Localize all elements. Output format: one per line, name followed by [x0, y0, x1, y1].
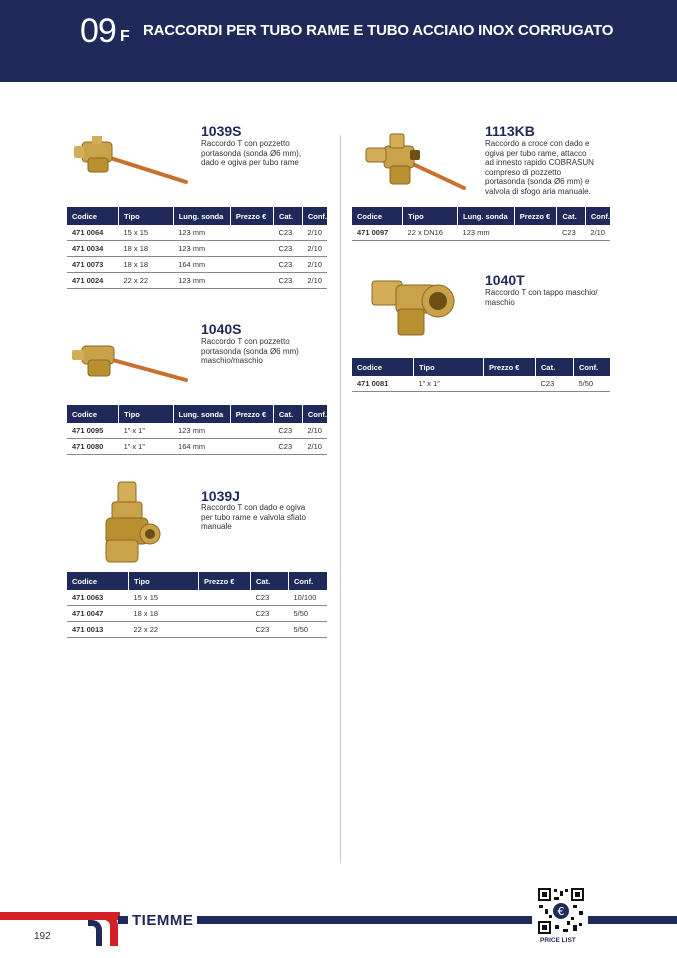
svg-text:€: €	[557, 905, 565, 918]
table-cell: 15 x 15	[119, 225, 174, 241]
column-header: Tipo	[119, 207, 174, 225]
table-cell: 2/10	[302, 423, 327, 439]
table-cell: 471 0081	[352, 376, 414, 392]
table-cell: 164 mm	[173, 257, 230, 273]
table-cell: 15 x 15	[129, 590, 199, 606]
table-row	[67, 273, 327, 289]
column-header: Prezzo €	[484, 358, 536, 376]
qr-code-icon[interactable]	[537, 887, 585, 935]
brand-logo: TIEMME	[128, 912, 197, 929]
column-header: Cat.	[557, 207, 585, 225]
product-image-1039j	[100, 480, 164, 566]
table-cell	[230, 273, 273, 289]
table-row	[67, 606, 327, 622]
column-header: Codice	[67, 405, 119, 423]
table-row	[352, 376, 610, 392]
price-table-1039j	[67, 572, 327, 638]
table-cell: C23	[273, 241, 302, 257]
table-cell	[199, 622, 251, 638]
product-code: 1113KB	[485, 123, 535, 139]
column-header: Tipo	[129, 572, 199, 590]
table-row	[352, 225, 610, 241]
table-cell: 1” x 1”	[414, 376, 484, 392]
column-header: Conf.	[585, 207, 610, 225]
table-cell: 1” x 1”	[119, 439, 173, 455]
column-header: Cat.	[273, 405, 302, 423]
table-cell	[199, 606, 251, 622]
table-cell	[230, 439, 273, 455]
table-row	[67, 257, 327, 273]
chapter-suffix: F	[120, 28, 130, 45]
footer-navy-curve	[88, 920, 102, 946]
column-header: Cat.	[251, 572, 289, 590]
column-header: Codice	[67, 207, 119, 225]
table-row	[67, 423, 327, 439]
column-header: Conf.	[302, 207, 327, 225]
column-header: Conf.	[302, 405, 327, 423]
column-divider	[340, 135, 341, 863]
table-cell: 2/10	[302, 257, 327, 273]
table-cell: C23	[251, 606, 289, 622]
table-cell: 164 mm	[173, 439, 230, 455]
product-image-1040s	[68, 340, 190, 390]
page-number: 192	[34, 931, 51, 942]
table-cell: 22 x 22	[129, 622, 199, 638]
column-header: Conf.	[574, 358, 611, 376]
product-code: 1040T	[485, 272, 525, 288]
product-description: Raccordo a croce con dado e ogiva per tubo rame, attacco ad innesto rapido COBRASUN compreso di pozzetto portasonda (sonda Ø6 mm) e valvola di sfogo aria manuale.	[485, 139, 594, 196]
product-code: 1040S	[201, 321, 242, 337]
product-description: Raccordo T con tappo maschio/ maschio	[485, 288, 598, 307]
product-image-1039s	[68, 130, 190, 190]
table-row	[67, 225, 327, 241]
page-title: RACCORDI PER TUBO RAME E TUBO ACCIAIO INOX CORRUGATO	[143, 22, 614, 39]
table-cell: 471 0097	[352, 225, 403, 241]
column-header: Cat.	[273, 207, 302, 225]
table-row	[67, 439, 327, 455]
footer-navy-stripe-right	[588, 916, 677, 924]
table-cell: C23	[273, 423, 302, 439]
table-cell: 2/10	[302, 241, 327, 257]
column-header: Prezzo €	[230, 405, 273, 423]
column-header: Tipo	[414, 358, 484, 376]
column-header: Lung. sonda	[173, 405, 230, 423]
table-cell: C23	[536, 376, 574, 392]
column-header: Codice	[352, 207, 403, 225]
table-cell: C23	[273, 273, 302, 289]
product-description: Raccordo T con pozzetto portasonda (sonda Ø6 mm) maschio/maschio	[201, 337, 299, 366]
product-description: Raccordo T con dado e ogiva per tubo rame e valvola sfiato manuale	[201, 503, 306, 532]
table-cell	[484, 376, 536, 392]
table-cell: C23	[273, 257, 302, 273]
product-description: Raccordo T con pozzetto portasonda (sonda Ø6 mm), dado e ogiva per tubo rame	[201, 139, 302, 168]
table-cell: 471 0063	[67, 590, 129, 606]
table-cell: 2/10	[302, 439, 327, 455]
table-row	[67, 622, 327, 638]
table-cell: 471 0080	[67, 439, 119, 455]
column-header: Prezzo €	[199, 572, 251, 590]
table-cell	[230, 257, 273, 273]
price-table-1040s	[67, 405, 327, 455]
table-cell: C23	[251, 622, 289, 638]
table-cell: C23	[273, 439, 302, 455]
price-table-1040t	[352, 358, 610, 392]
table-cell: C23	[557, 225, 585, 241]
table-cell: 471 0034	[67, 241, 119, 257]
column-header: Conf.	[289, 572, 328, 590]
column-header: Tipo	[119, 405, 173, 423]
table-cell	[230, 225, 273, 241]
table-cell: 10/100	[289, 590, 328, 606]
table-cell: 471 0064	[67, 225, 119, 241]
table-cell	[230, 241, 273, 257]
table-cell	[230, 423, 273, 439]
column-header: Cat.	[536, 358, 574, 376]
column-header: Prezzo €	[514, 207, 557, 225]
table-cell: 18 x 18	[119, 257, 174, 273]
table-row	[67, 241, 327, 257]
product-image-1113kb	[360, 130, 468, 192]
qr-label: PRICE LIST	[540, 937, 576, 944]
table-cell: C23	[251, 590, 289, 606]
column-header: Lung. sonda	[458, 207, 515, 225]
table-cell: 18 x 18	[119, 241, 174, 257]
table-cell: 123 mm	[173, 423, 230, 439]
chapter-number: 09	[80, 12, 116, 50]
column-header: Codice	[67, 572, 129, 590]
table-cell: 5/50	[574, 376, 611, 392]
table-cell: 123 mm	[173, 241, 230, 257]
table-cell: 18 x 18	[129, 606, 199, 622]
page-header	[0, 0, 677, 82]
price-table-1039s	[67, 207, 327, 289]
table-cell: C23	[273, 225, 302, 241]
table-cell: 471 0013	[67, 622, 129, 638]
table-cell: 22 x DN16	[403, 225, 458, 241]
table-cell: 123 mm	[173, 225, 230, 241]
table-cell: 123 mm	[458, 225, 515, 241]
table-cell: 22 x 22	[119, 273, 174, 289]
table-cell: 471 0073	[67, 257, 119, 273]
product-code: 1039J	[201, 488, 240, 504]
table-cell: 471 0024	[67, 273, 119, 289]
table-cell: 2/10	[302, 225, 327, 241]
table-row	[67, 590, 327, 606]
table-cell: 471 0047	[67, 606, 129, 622]
table-cell	[199, 590, 251, 606]
table-cell: 123 mm	[173, 273, 230, 289]
table-cell: 5/50	[289, 606, 328, 622]
table-cell: 2/10	[302, 273, 327, 289]
column-header: Prezzo €	[230, 207, 273, 225]
table-cell: 2/10	[585, 225, 610, 241]
product-code: 1039S	[201, 123, 242, 139]
table-cell: 5/50	[289, 622, 328, 638]
table-cell	[514, 225, 557, 241]
column-header: Codice	[352, 358, 414, 376]
price-table-1113kb	[352, 207, 610, 241]
product-image-1040t	[366, 275, 458, 341]
table-cell: 1” x 1”	[119, 423, 173, 439]
table-cell: 471 0095	[67, 423, 119, 439]
column-header: Tipo	[403, 207, 458, 225]
column-header: Lung. sonda	[173, 207, 230, 225]
